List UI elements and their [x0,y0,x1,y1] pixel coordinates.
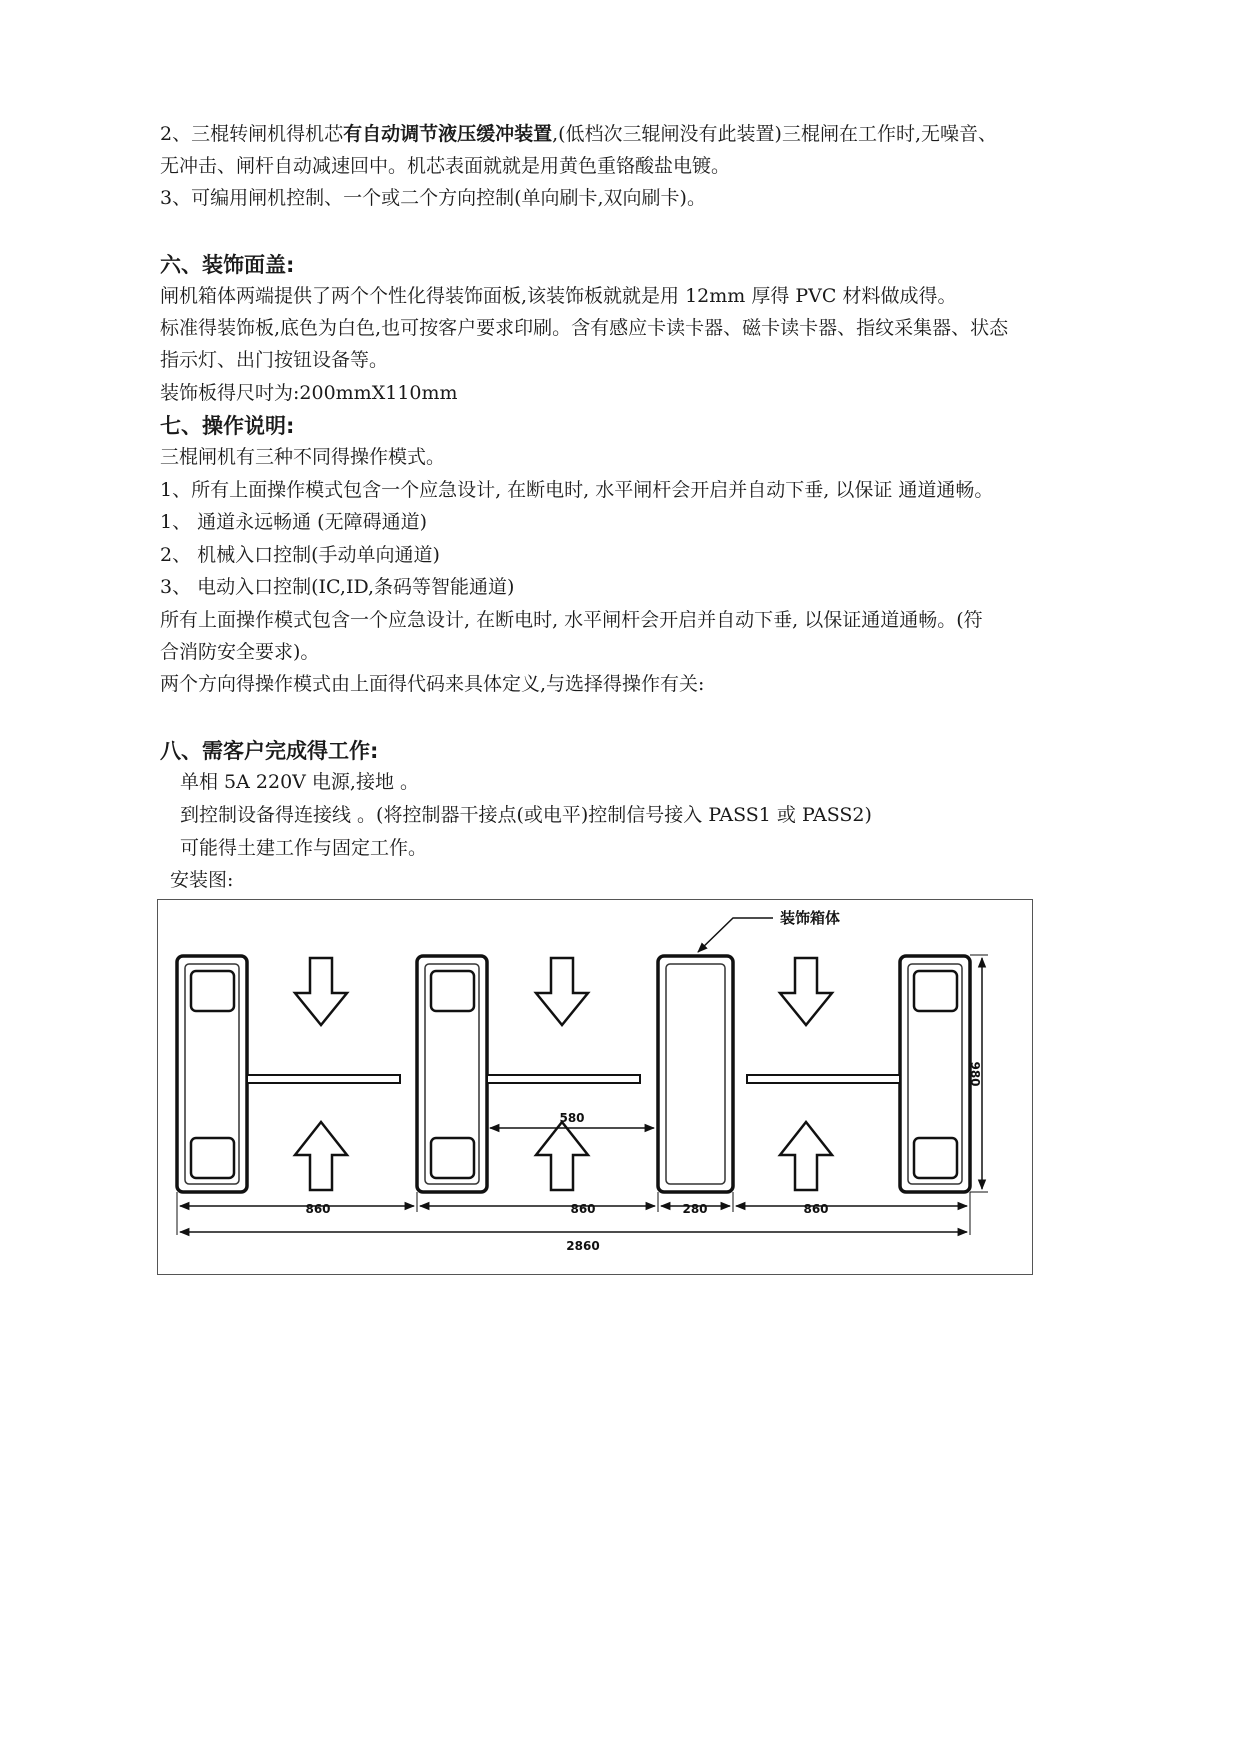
dim-label-2860: 2860 [566,1239,600,1253]
sec7-para-3: 1、 通道永远畅通 (无障碍通道) [160,511,427,533]
turnstile-arm-1 [247,1075,400,1083]
sec8-para-3: 可能得土建工作与固定工作。 [180,837,428,859]
sec7-para-7: 合消防安全要求)。 [160,641,320,663]
sec6-para-3: 指示灯、出门按钮设备等。 [160,349,389,371]
callout-leader-line [698,918,773,952]
sec7-para-1: 三棍闸机有三种不同得操作模式。 [160,446,446,468]
sec5-line-1-pre: 2、三棍转闸机得机芯 [160,123,344,145]
sec5-line-1-bold: 有自动调节液压缓冲装置 [343,123,553,145]
flow-down-arrow-3 [780,958,832,1025]
sec5-line-3: 3、可编用闸机控制、一个或二个方向控制(单向刷卡,双向刷卡)。 [160,187,706,209]
sec8-para-1: 单相 5A 220V 电源,接地 。 [180,771,419,793]
turnstile-housing-1 [177,956,247,1192]
sec7-heading: 七、操作说明: [160,414,295,438]
turnstile-arm-3 [747,1075,900,1083]
sec6-heading: 六、装饰面盖: [160,253,295,277]
sec8-para-2: 到控制设备得连接线 。(将控制器干接点(或电平)控制信号接入 PASS1 或 PASS2) [180,804,872,826]
flow-up-arrow-3 [780,1122,832,1190]
sec5-line-1 [160,118,997,150]
turnstile-arm-2 [487,1075,640,1083]
sec8-para-4: 安装图: [170,869,234,891]
turnstile-housing-2 [417,956,487,1192]
sec5-line-2: 无冲击、闸杆自动减速回中。机芯表面就就是用黄色重铬酸盐电镀。 [160,155,731,177]
sec8-heading: 八、需客户完成得工作: [160,739,379,763]
sec7-para-5: 3、 电动入口控制(IC,ID,条码等智能通道) [160,576,515,598]
flow-up-arrow-1 [295,1122,347,1190]
sec7-para-2: 1、所有上面操作模式包含一个应急设计, 在断电时, 水平闸杆会开启并自动下垂, 以保证 通道通畅。 [160,479,994,501]
decorative-housing [658,956,733,1192]
sec7-para-8: 两个方向得操作模式由上面得代码来具体定义,与选择得操作有关: [160,673,705,695]
dim-label-860-c: 860 [803,1202,829,1216]
sec6-para-4: 装饰板得尺吋为:200mmX110mm [160,382,458,404]
sec7-para-6: 所有上面操作模式包含一个应急设计, 在断电时, 水平闸杆会开启并自动下垂, 以保证通道通畅。(符 [160,609,983,631]
sec6-para-1: 闸机箱体两端提供了两个个性化得装饰面板,该装饰板就就是用 12mm 厚得 PVC 材料做成得。 [160,285,957,307]
installation-diagram-svg [158,900,1034,1276]
flow-down-arrow-1 [295,958,347,1025]
dim-label-980: 980 [968,1061,982,1087]
dim-label-280: 280 [682,1202,708,1216]
dim-label-860-a: 860 [305,1202,331,1216]
dim-label-580: 580 [559,1111,585,1125]
turnstile-housing-4 [900,956,970,1192]
sec5-line-1-post: ,(低档次三辊闸没有此装置)三棍闸在工作时,无噪音、 [552,123,998,145]
sec7-para-4: 2、 机械入口控制(手动单向通道) [160,544,440,566]
flow-down-arrow-2 [536,958,588,1025]
callout-label: 装饰箱体 [780,909,841,927]
installation-diagram [157,899,1033,1275]
flow-up-arrow-2 [536,1122,588,1190]
dim-label-860-b: 860 [570,1202,596,1216]
sec6-para-2: 标准得装饰板,底色为白色,也可按客户要求印刷。含有感应卡读卡器、磁卡读卡器、指纹采集器、状态 [160,317,1009,339]
